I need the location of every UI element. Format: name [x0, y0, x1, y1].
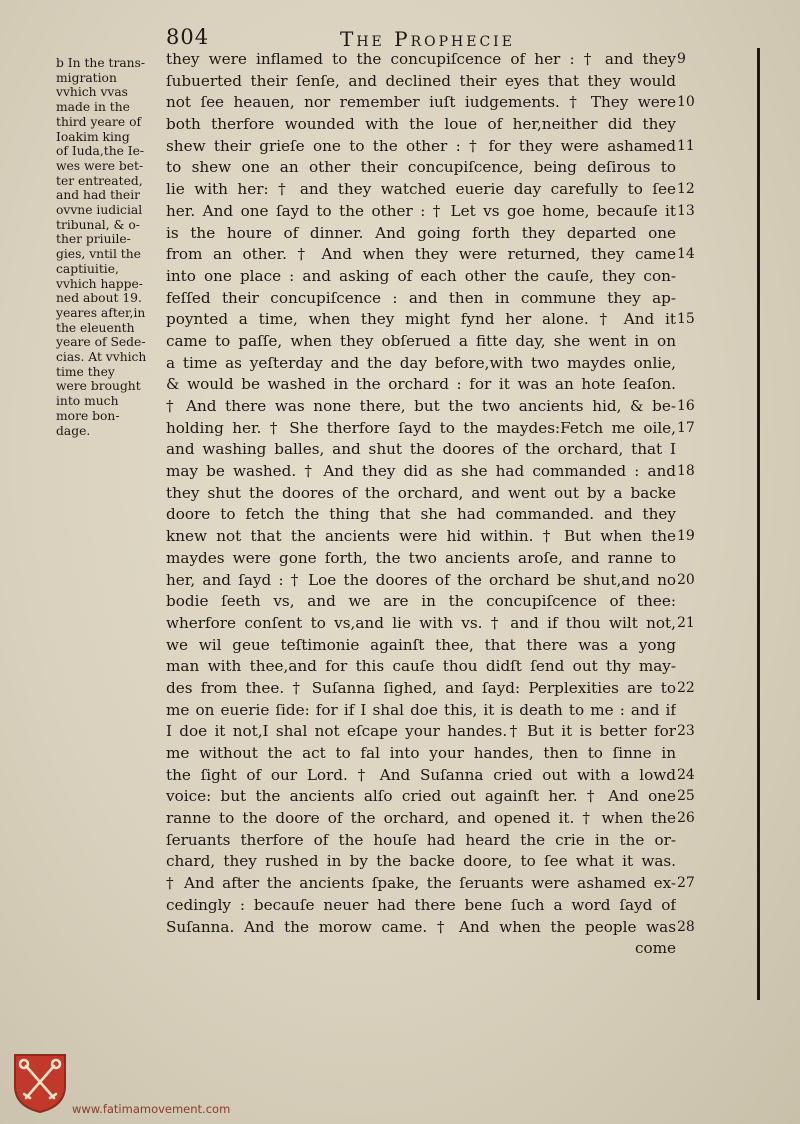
- margin-note-line: and had their: [56, 188, 141, 203]
- verse-number: 16: [677, 398, 695, 414]
- text-line: knew not that the ancients were hid within. † But when the: [166, 527, 676, 546]
- margin-note-line: were brought: [56, 379, 141, 394]
- text-line: may be washed. † And they did as she had commanded : and: [166, 462, 676, 481]
- margin-note-line: migration: [56, 70, 117, 85]
- margin-note-line: into much: [56, 394, 119, 409]
- verse-number: [677, 288, 717, 310]
- margin-note-line: made in the: [56, 100, 130, 115]
- verse-number: [677, 439, 717, 461]
- verse-number: 12: [677, 181, 695, 198]
- papal-keys-shield-icon: [12, 1052, 68, 1114]
- watermark-url: www.fatimamovement.com: [72, 1102, 231, 1116]
- verse-number: [677, 830, 717, 852]
- margin-note-line: ter entreated,: [56, 173, 143, 188]
- verse-number: 20: [677, 571, 695, 588]
- verse-number: 23: [677, 723, 695, 740]
- verse-number: 25: [677, 788, 695, 805]
- verse-number: [677, 591, 717, 613]
- verse-number: 28: [677, 918, 695, 935]
- verse-number: [677, 157, 717, 179]
- verse-number: [677, 851, 717, 873]
- text-line: lie with her: † and they watched euerie day carefully to ſee: [166, 180, 676, 199]
- text-line: Suſanna. And the morow came. † And when the people was: [166, 917, 676, 936]
- running-title: The Prophecie: [340, 27, 515, 51]
- text-line: the ſight of our Lord. † And Suſanna cried out with a lowd: [166, 765, 676, 784]
- margin-note-line: yeares after,in: [56, 305, 146, 320]
- text-line: † And there was none there, but the two ancients hid, & be-: [166, 397, 676, 415]
- text-line: her, and ſayd : † Loe the doores of the orchard be shut,and no: [166, 570, 676, 589]
- verse-number: [677, 548, 717, 570]
- text-line: they were inflamed to the concupiſcence of her : † and they: [166, 50, 676, 68]
- text-line: bodie ſeeth vs, and we are in the concupiſcence of thee:: [166, 592, 676, 611]
- margin-note-line: tribunal, & o-: [56, 217, 140, 232]
- verse-number: [677, 223, 717, 245]
- margin-note-line: the eleuenth: [56, 320, 135, 335]
- text-line: shew their grieſe one to the other : † for they were ashamed: [166, 136, 676, 155]
- verse-number: 15: [677, 311, 695, 328]
- margin-note-line: ned about 19.: [56, 291, 142, 306]
- margin-note-line: Ioakim king: [56, 129, 130, 144]
- text-line: and washing balles, and shut the doores of the orchard, that I: [166, 440, 676, 459]
- text-line: † And after the ancients ſpake, the ſeruants were ashamed ex-: [166, 874, 676, 893]
- margin-note-line: wes were bet-: [56, 158, 144, 173]
- margin-note: [56, 56, 162, 438]
- margin-note-line: vvhich vvas: [56, 85, 128, 100]
- margin-note-line: ther priuile-: [56, 232, 131, 247]
- verse-number: 9: [677, 51, 686, 67]
- verse-number: 21: [677, 614, 695, 631]
- margin-note-line: yeare of Sede-: [56, 335, 146, 350]
- verse-number: 13: [677, 202, 695, 219]
- text-line: me without the act to fal into your handes, then to ſinne in: [166, 744, 676, 762]
- text-line: ſubuerted their ſenſe, and declined their eyes that they would: [166, 71, 676, 90]
- verse-number: 27: [677, 875, 695, 892]
- text-line: poynted a time, when they might fynd her alone. † And it: [166, 310, 676, 329]
- text-line: her. And one ſayd to the other : † Let vs goe home, becauſe it: [166, 201, 676, 220]
- text-line: wherfore conſent to vs,and lie with vs. † and if thou wilt not,: [166, 613, 676, 632]
- margin-note-line: vvhich happe-: [56, 276, 143, 291]
- verse-number: [677, 114, 717, 136]
- verse-numbers: [677, 49, 717, 960]
- verse-number: [677, 895, 717, 917]
- verse-number: [677, 656, 717, 678]
- verse-number: 22: [677, 679, 695, 696]
- margin-note-line: dage.: [56, 423, 91, 438]
- margin-note-line: b In the trans-: [56, 56, 146, 70]
- text-line: doore to fetch the thing that she had commanded. and they: [166, 505, 676, 524]
- verse-number: [677, 331, 717, 353]
- verse-number: [677, 71, 717, 93]
- text-line: me on euerie ſide: for if I shal doe this, it is death to me : and if: [166, 700, 676, 719]
- margin-note-line: more bon-: [56, 408, 120, 423]
- page-number: 804: [166, 25, 210, 49]
- verse-number: [677, 700, 717, 722]
- text-line: ſeruants therfore of the houſe had heard the crie in the or-: [166, 830, 676, 849]
- verse-number: [677, 483, 717, 505]
- verse-number: 17: [677, 419, 695, 436]
- text-line: des from thee. † Suſanna ſighed, and ſayd: Perplexities are to: [166, 678, 676, 697]
- text-line: not ſee heauen, nor remember iuſt iudgements. † They were: [166, 93, 676, 112]
- text-line: come: [634, 939, 676, 958]
- verse-number: 24: [677, 766, 695, 783]
- text-line: to shew one an other their concupiſcence, being deſirous to: [166, 158, 676, 177]
- margin-note-line: third yeare of: [56, 114, 142, 129]
- verse-number: [677, 353, 717, 375]
- margin-note-line: captiuitie,: [56, 261, 119, 276]
- text-line: & would be washed in the orchard : for it was an hote ſeaſon.: [166, 375, 676, 394]
- body-text: [166, 49, 676, 960]
- verse-number: [677, 743, 717, 765]
- text-line: chard, they rushed in by the backe doore, to ſee what it was.: [166, 852, 676, 871]
- column-rule: [757, 48, 760, 1000]
- text-line: I doe it not,I shal not eſcape your handes.† But it is better for: [166, 722, 676, 741]
- text-line: voice: but the ancients alſo cried out againſt her. † And one: [166, 787, 676, 806]
- text-line: is the houre of dinner. And going forth they departed one: [166, 223, 676, 242]
- text-line: cedingly : becauſe neuer had there bene ſuch a word ſayd of: [166, 895, 676, 914]
- text-line: from an other. † And when they were returned, they came: [166, 245, 676, 264]
- verse-number: 26: [677, 810, 695, 827]
- text-line: a time as yeſterday and the day before,with two maydes onlie,: [166, 353, 676, 372]
- verse-number: [677, 504, 717, 526]
- verse-number: 14: [677, 246, 695, 263]
- verse-number: 10: [677, 94, 695, 111]
- text-line: came to paſſe, when they obſerued a fitte day, she went in on: [166, 331, 676, 350]
- margin-note-line: ovvne iudicial: [56, 203, 143, 218]
- margin-note-line: gies, vntil the: [56, 247, 141, 262]
- text-line: they shut the doores of the orchard, and went out by a backe: [166, 483, 676, 502]
- text-line: holding her. † She therfore ſayd to the maydes:Fetch me oile,: [166, 418, 676, 437]
- text-line: we wil geue teſtimonie againſt thee, that there was a yong: [166, 635, 676, 654]
- text-line: feſſed their concupiſcence : and then in commune they ap-: [166, 288, 676, 307]
- text-line: maydes were gone forth, the two ancients aroſe, and ranne to: [166, 548, 676, 567]
- verse-number: 11: [677, 137, 695, 154]
- text-line: both therfore wounded with the loue of her,neither did they: [166, 115, 676, 134]
- margin-note-line: time they: [56, 364, 115, 379]
- margin-note-line: of Iuda,the Ie-: [56, 144, 145, 159]
- verse-number: [677, 374, 717, 396]
- verse-number: 18: [677, 463, 695, 480]
- verse-number: 19: [677, 528, 695, 545]
- verse-number: [677, 938, 717, 960]
- margin-note-line: cias. At vvhich: [56, 350, 147, 365]
- text-line: ranne to the doore of the orchard, and opened it. † when the: [166, 809, 676, 828]
- text-line: man with thee,and for this cauſe thou didſt ſend out thy may-: [166, 657, 676, 676]
- verse-number: [677, 266, 717, 288]
- text-line: into one place : and asking of each other the cauſe, they con-: [166, 266, 676, 285]
- verse-number: [677, 635, 717, 657]
